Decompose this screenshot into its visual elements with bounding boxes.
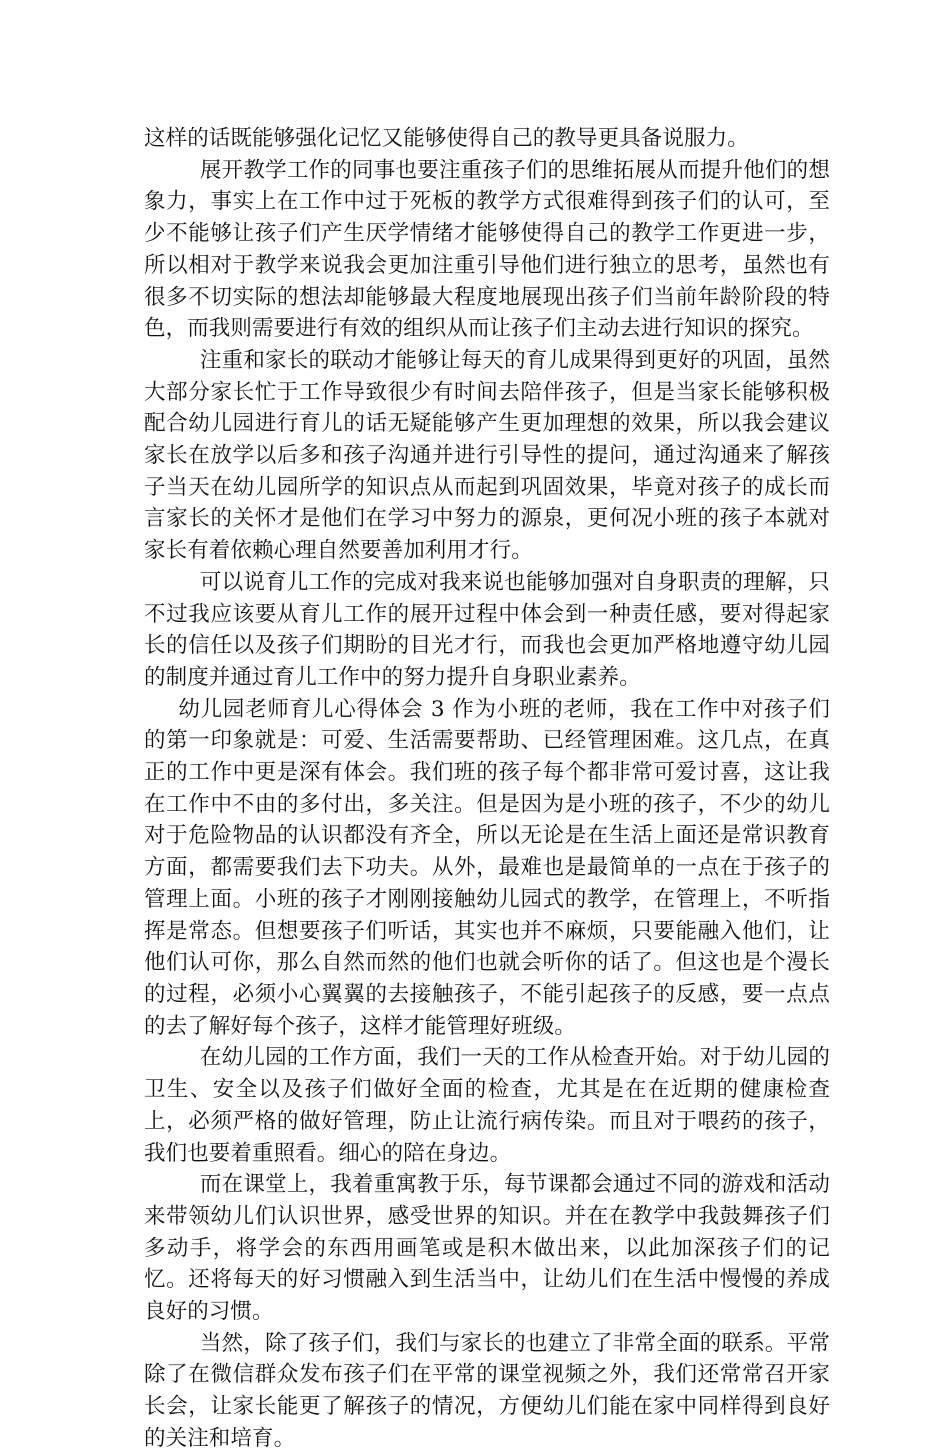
paragraph-1: 这样的话既能够强化记忆又能够使得自己的教导更具备说服力。 [144, 126, 749, 151]
paragraph-3: 注重和家长的联动才能够让每天的育儿成果得到更好的巩固，虽然大部分家长忙于工作导致很少有时间去陪伴孩子，但是当家长能够积极配合幼儿园进行育儿的话无疑能够产生更加理想的效果，所以我会建议家长在放学以后多和孩子沟通并进行引导性的提问，通过沟通来了解孩子当天在幼儿园所学的知识点从而起到巩固效果，毕竟对孩子的成长而言家长的关怀才是他们在学习中努力的源泉，更何况小班的孩子本就对家长有着依赖心理自然要善加利用才行。 [144, 347, 830, 564]
paragraph-5: 幼儿园老师育儿心得体会 3 作为小班的老师，我在工作中对孩子们的第一印象就是：可爱、生活需要帮助、已经管理困难。这几点，在真正的工作中更是深有体会。我们班的孩子每个都非常可爱讨喜，这让我在工作中不由的多付出，多关注。但是因为是小班的孩子，不少的幼儿对于危险物品的认识都没有齐全，所以无论是在生活上面还是常识教育方面，都需要我们去下功夫。从外，最难也是最简单的一点在于孩子的管理上面。小班的孩子才刚刚接触幼儿园式的教学，在管理上，不听指挥是常态。但想要孩子们听话，其实也并不麻烦，只要能融入他们，让他们认可你，那么自然而然的他们也就会听你的话了。但这也是个漫长的过程，必须小心翼翼的去接触孩子，不能引起孩子的反感，要一点点的去了解好每个孩子，这样才能管理好班级。 [144, 696, 830, 1039]
paragraph-7: 而在课堂上，我着重寓教于乐，每节课都会通过不同的游戏和活动来带领幼儿们认识世界，感受世界的知识。并在在教学中我鼓舞孩子们多动手，将学会的东西用画笔或是积木做出来，以此加深孩子们的记忆。还将每天的好习惯融入到生活当中，让幼儿们在生活中慢慢的养成良好的习惯。 [144, 1172, 830, 1325]
paragraph-2: 展开教学工作的同事也要注重孩子们的思维拓展从而提升他们的想象力，事实上在工作中过于死板的教学方式很难得到孩子们的认可，至少不能够让孩子们产生厌学情绪才能够使得自己的教学工作更进一步，所以相对于教学来说我会更加注重引导他们进行独立的思考，虽然也有很多不切实际的想法却能够最大程度地展现出孩子们当前年龄阶段的特色，而我则需要进行有效的组织从而让孩子们主动去进行知识的探究。 [144, 157, 830, 342]
paragraph-8: 当然，除了孩子们，我们与家长的也建立了非常全面的联系。平常除了在微信群众发布孩子们在平常的课堂视频之外，我们还常常召开家长会，让家长能更了解孩子的情况，方便幼儿们能在家中同样得到良好的关注和培育。 [144, 1330, 830, 1451]
document-body [144, 123, 830, 1455]
paragraph-6: 在幼儿园的工作方面，我们一天的工作从检查开始。对于幼儿园的卫生、安全以及孩子们做好全面的检查，尤其是在在近期的健康检查上，必须严格的做好管理，防止让流行病传染。而且对于喂药的孩子，我们也要着重照看。细心的陪在身边。 [144, 1045, 830, 1166]
paragraph-4: 可以说育儿工作的完成对我来说也能够加强对自身职责的理解，只不过我应该要从育儿工作的展开过程中体会到一种责任感，要对得起家长的信任以及孩子们期盼的目光才行，而我也会更加严格地遵守幼儿园的制度并通过育儿工作中的努力提升自身职业素养。 [144, 569, 830, 690]
